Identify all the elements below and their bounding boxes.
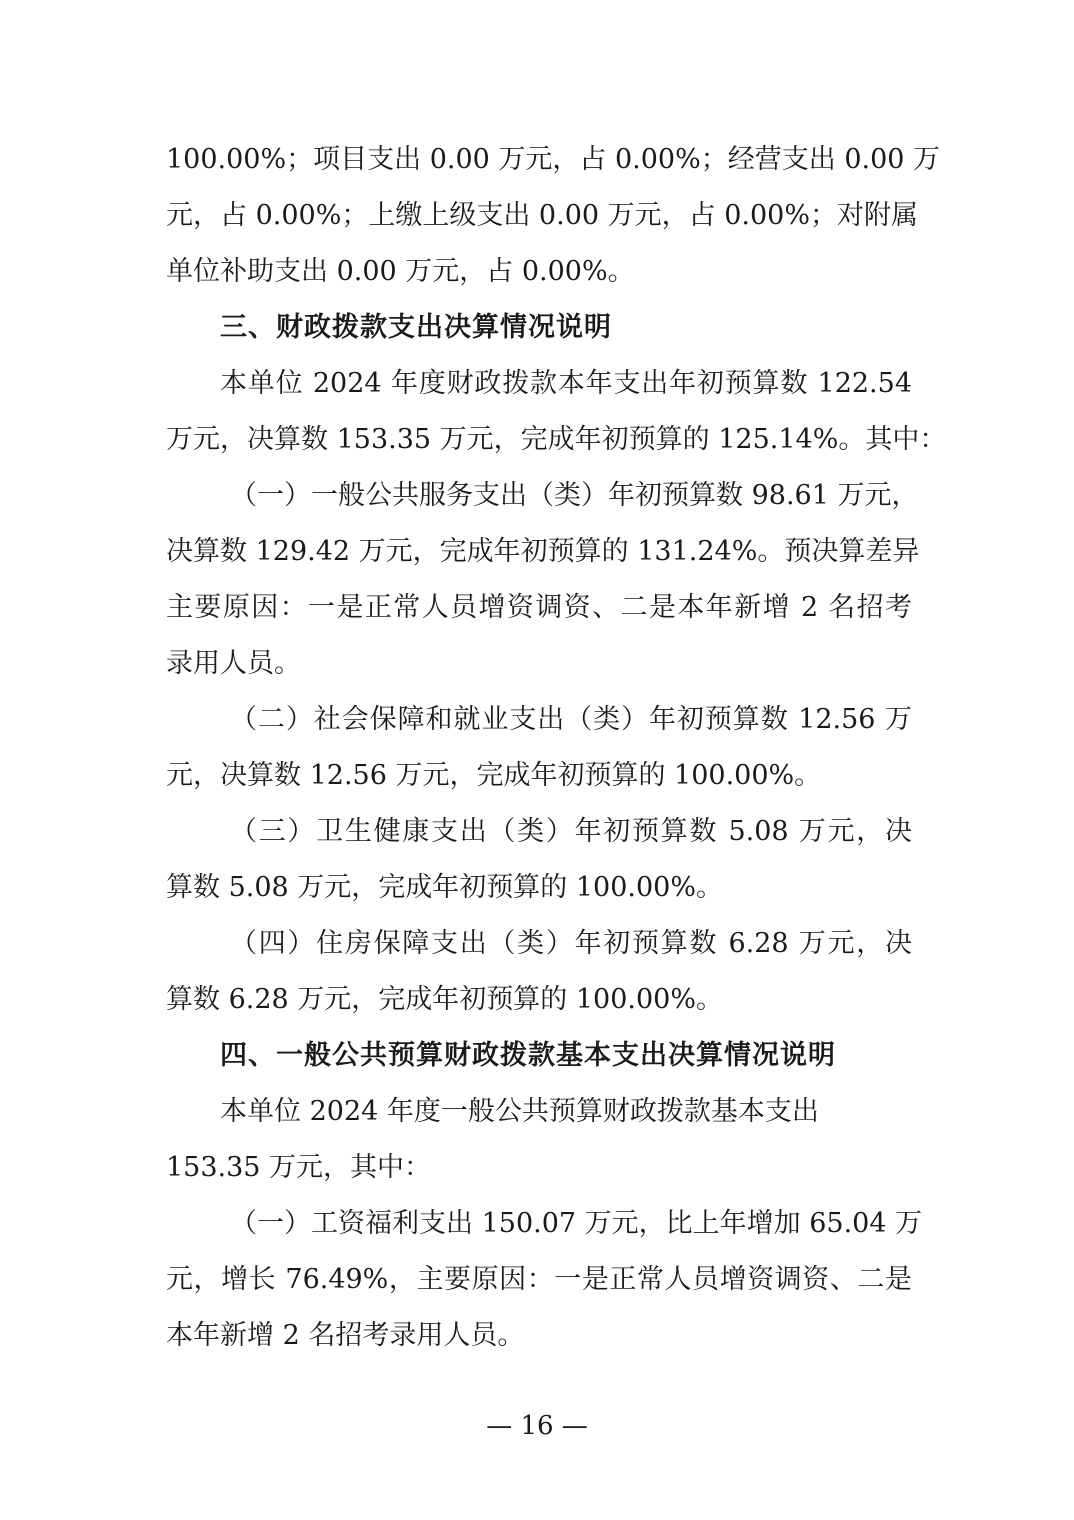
text-line: 153.35 万元，其中： (166, 1152, 432, 1183)
text-line: 算数 5.08 万元，完成年初预算的 100.00%。 (166, 872, 723, 903)
page-number: — 16 — (486, 1411, 588, 1441)
text-line: 本年新增 2 名招考录用人员。 (166, 1320, 525, 1351)
text-line: （二）社会保障和就业支出（类）年初预算数 12.56 万 (230, 704, 912, 735)
text-line: 算数 6.28 万元，完成年初预算的 100.00%。 (166, 984, 723, 1015)
text-line: 主要原因：一是正常人员增资调资、二是本年新增 2 名招考 (166, 592, 912, 623)
text-line: 录用人员。 (166, 648, 301, 679)
text-line: 本单位 2024 年度一般公共预算财政拨款基本支出 (220, 1096, 819, 1127)
section-heading-3: 三、财政拨款支出决算情况说明 (220, 312, 612, 343)
text-line: 本单位 2024 年度财政拨款本年支出年初预算数 122.54 (220, 368, 912, 399)
text-line: 元，增长 76.49%，主要原因：一是正常人员增资调资、二是 (166, 1264, 912, 1295)
text-line: （一）一般公共服务支出（类）年初预算数 98.61 万元， (230, 480, 919, 511)
text-line: （一）工资福利支出 150.07 万元，比上年增加 65.04 万 (230, 1208, 923, 1239)
text-line: 元，占 0.00%；上缴上级支出 0.00 万元，占 0.00%；对附属 (166, 200, 918, 231)
text-line: 单位补助支出 0.00 万元，占 0.00%。 (166, 256, 635, 287)
text-line: 100.00%；项目支出 0.00 万元，占 0.00%；经营支出 0.00 万 (166, 144, 941, 175)
text-line: （四）住房保障支出（类）年初预算数 6.28 万元，决 (230, 928, 912, 959)
text-line: （三）卫生健康支出（类）年初预算数 5.08 万元，决 (230, 816, 912, 847)
text-line: 元，决算数 12.56 万元，完成年初预算的 100.00%。 (166, 760, 822, 791)
section-heading-4: 四、一般公共预算财政拨款基本支出决算情况说明 (220, 1040, 836, 1071)
text-line: 万元，决算数 153.35 万元，完成年初预算的 125.14%。其中： (166, 424, 947, 455)
text-line: 决算数 129.42 万元，完成年初预算的 131.24%。预决算差异 (166, 536, 920, 567)
